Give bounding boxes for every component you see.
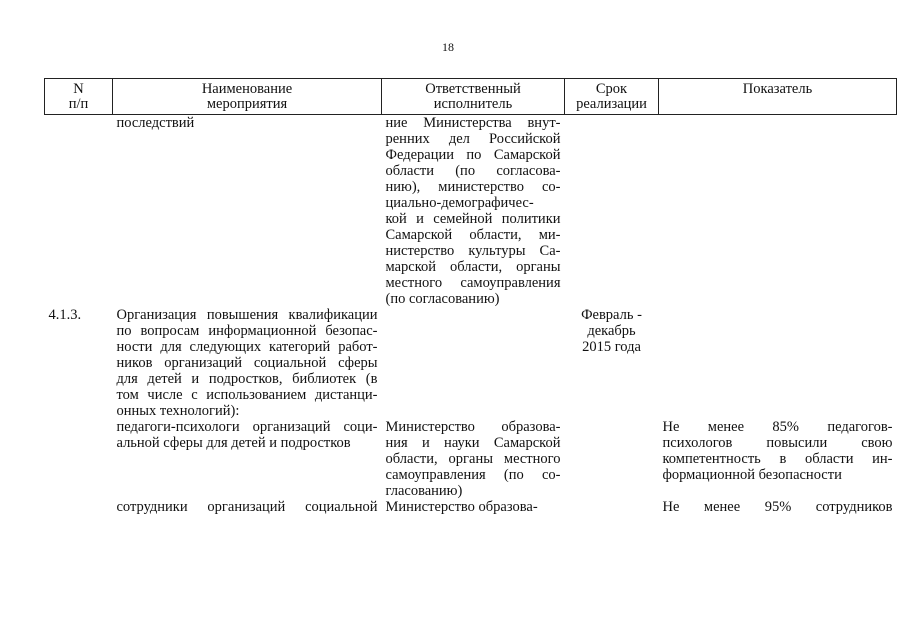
cell-name: Организация повышения квалификации по вопросам информационной безопас- ности для следующих категорий работ- ников организаций социальной сферы для детей и подростков, библиотек (в том числе с использованием дистанци- онных технологий): (116, 307, 378, 419)
cell-responsible: Министерство образова- (385, 499, 538, 515)
header-indicator: Показатель (659, 79, 897, 115)
cell-num (45, 419, 113, 499)
cell-name: педагоги-психологи организаций соци- альной сферы для детей и подростков (116, 419, 378, 451)
header-responsible: Ответственный исполнитель (382, 79, 565, 115)
cell-num: 4.1.3. (48, 307, 82, 323)
cell-indicator: Не менее 85% педагогов- психологов повысили свою компетентность в области ин- формационной безопасности (662, 419, 893, 483)
cell-indicator (659, 307, 897, 419)
table-header-row (45, 79, 897, 115)
cell-responsible: Министерство образова- ния и науки Самарской области, органы местного самоуправления (по со- гласованию) (385, 419, 561, 499)
header-name: Наименование мероприятия (113, 79, 382, 115)
cell-term: Февраль - декабрь 2015 года (581, 307, 642, 355)
table-row (45, 115, 897, 308)
cell-indicator (659, 115, 897, 308)
page-number: 18 (442, 40, 454, 54)
header-term: Срок реализации (565, 79, 659, 115)
table-row (45, 307, 897, 419)
cell-term (565, 499, 659, 515)
cell-num (45, 499, 113, 515)
cell-name: сотрудники организаций социальной (116, 499, 378, 515)
table-row (45, 419, 897, 499)
cell-indicator: Не менее 95% сотрудников (662, 499, 893, 515)
measures-table (44, 78, 897, 515)
header-num: N п/п (45, 79, 113, 115)
cell-responsible: ние Министерства внут- ренних дел Российской Федерации по Самарской области (по согласова- нию), министерство со- циально-демографичес- кой и семейной политики Самарской области, ми- нистерство культуры Са- марской области, органы местного самоуправления (по согласованию) (385, 115, 561, 307)
cell-name: последствий (116, 115, 195, 131)
cell-responsible (382, 307, 565, 419)
table-row (45, 499, 897, 515)
cell-term (565, 115, 659, 308)
cell-num (45, 115, 113, 308)
cell-term (565, 419, 659, 499)
